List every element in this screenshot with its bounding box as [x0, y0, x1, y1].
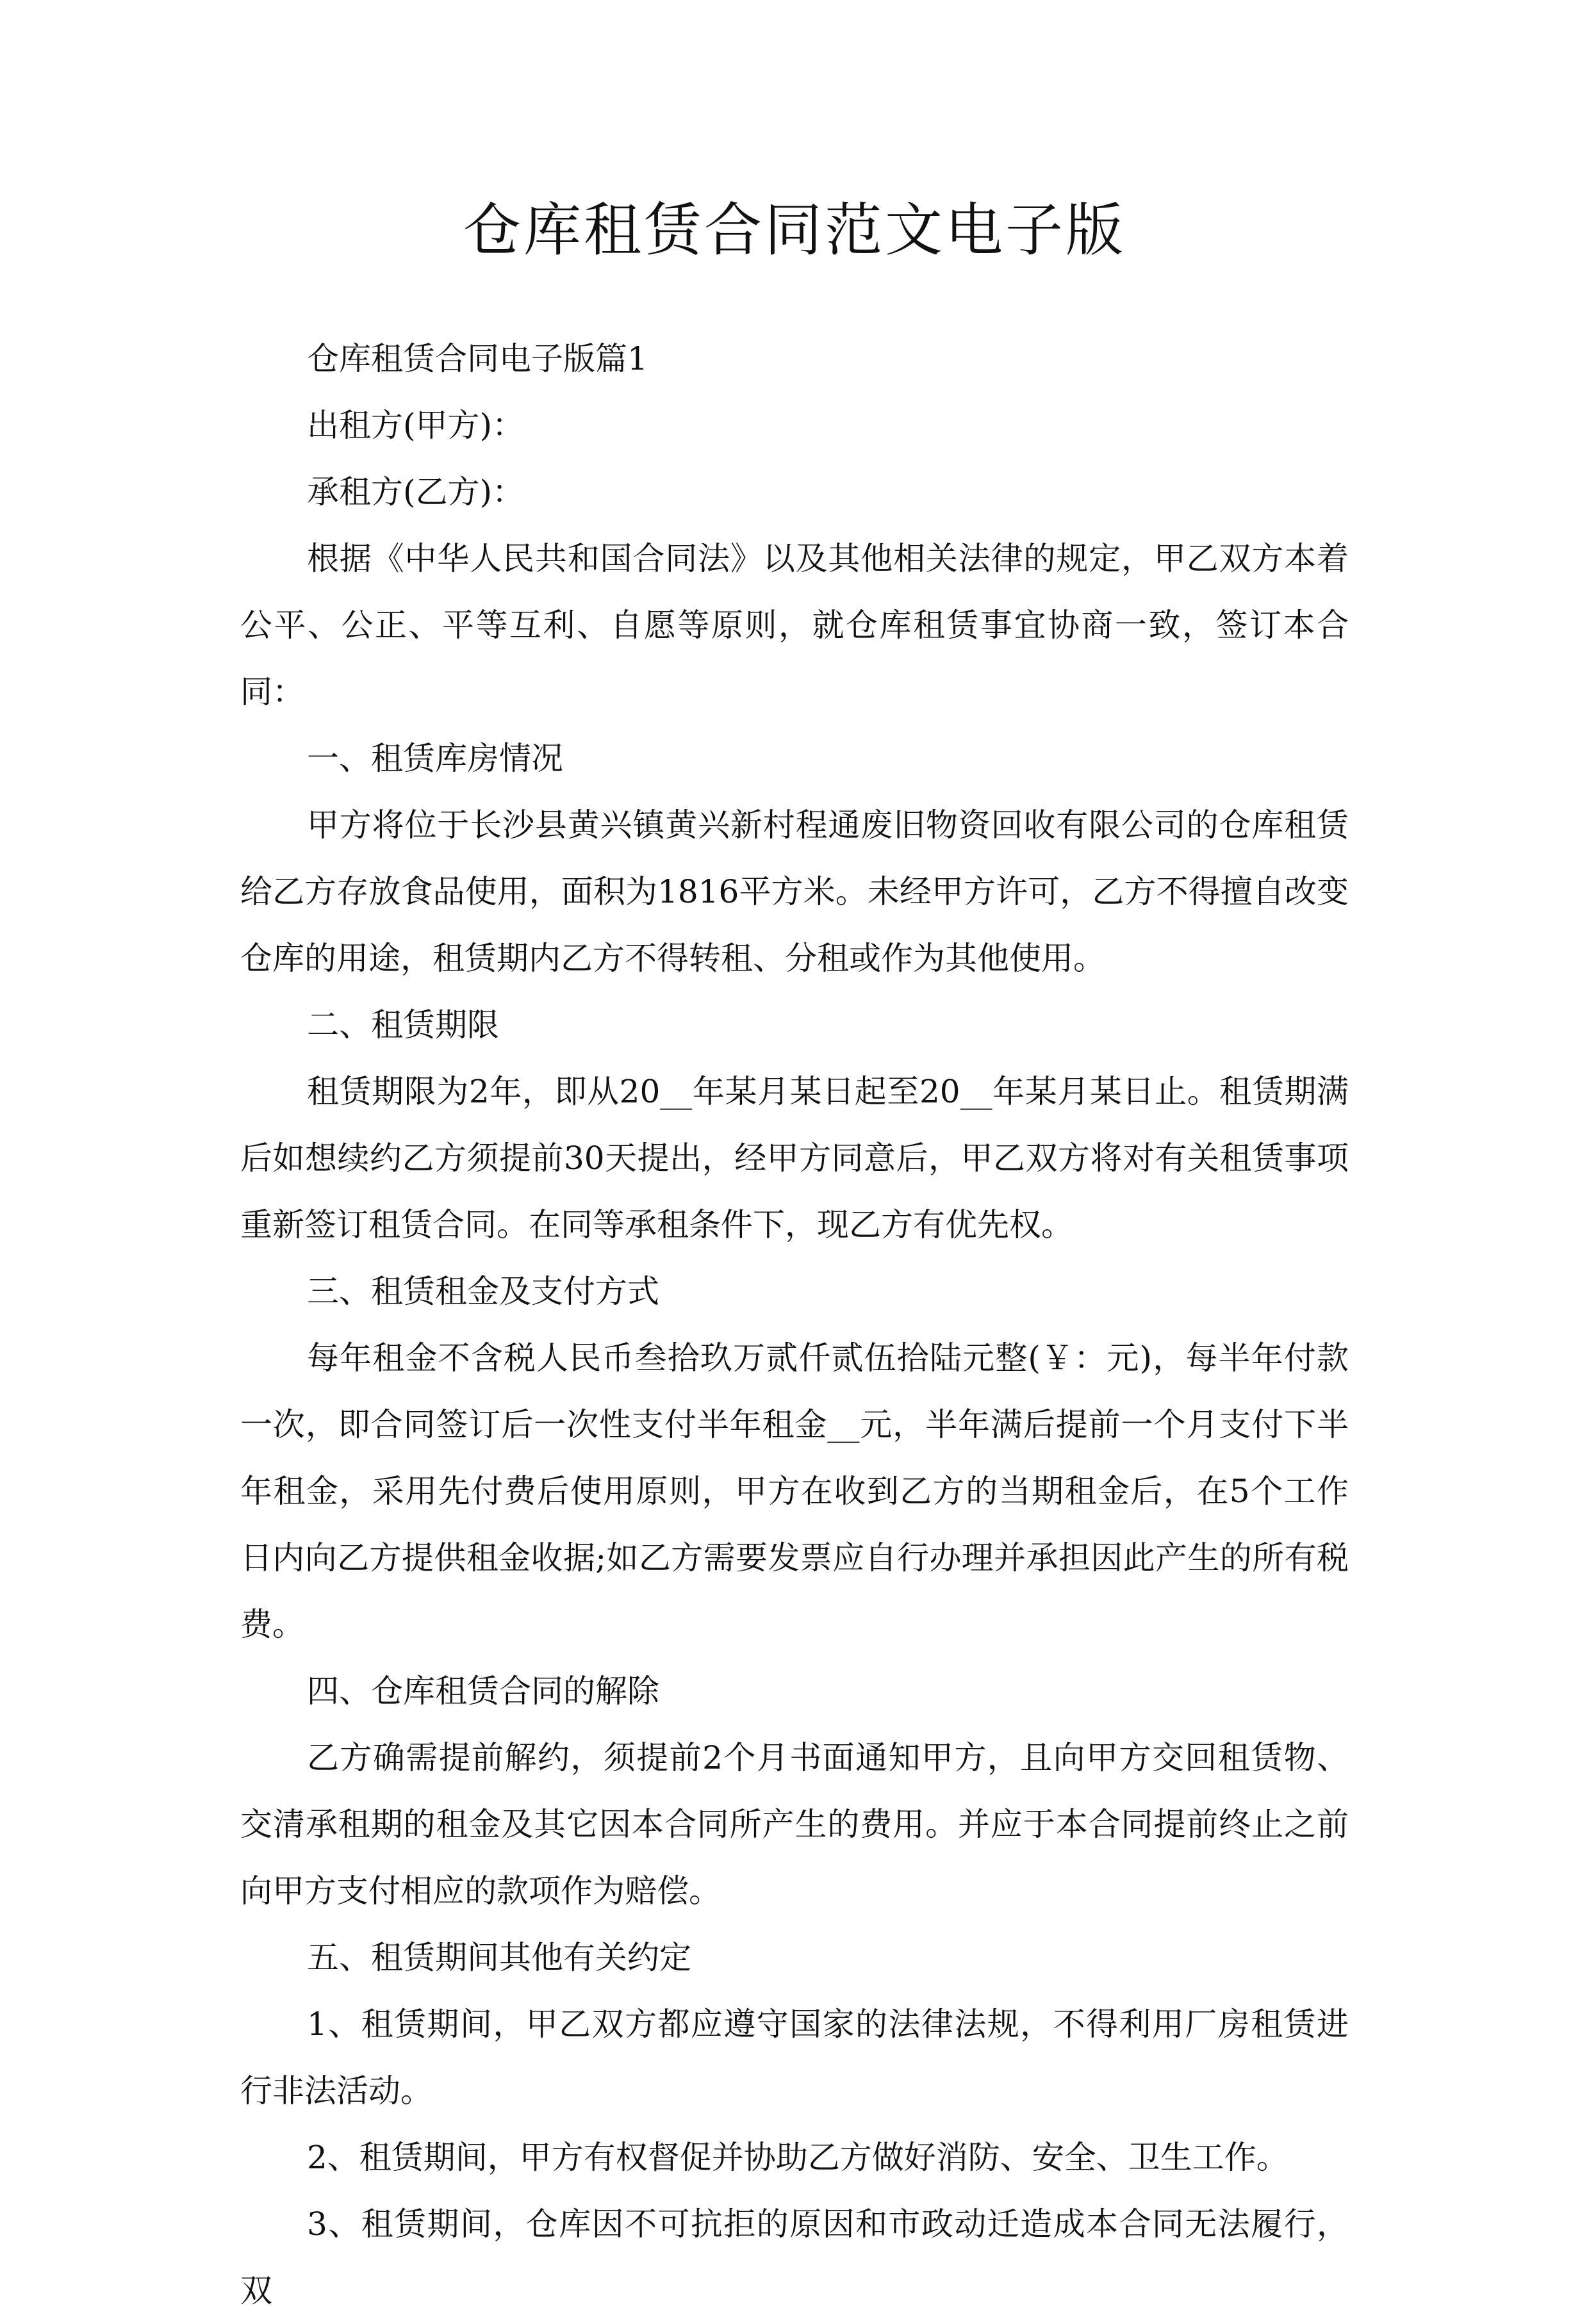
clause-body-3: 每年租金不含税人民币叁拾玖万贰仟贰伍拾陆元整(￥：元)，每半年付款一次，即合同签订后一次性支付半年租金__元，半年满后提前一个月支付下半年租金，采用先付费后使用原则，甲方在收到乙方的当期租金后，在5个工作日内向乙方提供租金收据;如乙方需要发票应自行办理并承担因此产生的所有税费。: [240, 1339, 1349, 1643]
lessor-line: 出租方(甲方)：: [307, 407, 525, 444]
clause-item-1: 1、租赁期间，甲乙双方都应遵守国家的法律法规，不得利用厂房租赁进行非法活动。: [240, 2006, 1349, 2109]
clause-body-2: 租赁期限为2年，即从20__年某月某日起至20__年某月某日止。租赁期满后如想续约乙方须提前30天提出，经甲方同意后，甲乙双方将对有关租赁事项重新签订租赁合同。在同等承租条件下，现乙方有优先权。: [240, 1073, 1349, 1243]
clause-body-4: 乙方确需提前解约，须提前2个月书面通知甲方，且向甲方交回租赁物、交清承租期的租金及其它因本合同所产生的费用。并应于本合同提前终止之前向甲方支付相应的款项作为赔偿。: [240, 1739, 1349, 1910]
clause-heading-2: 二、租赁期限: [307, 1006, 499, 1043]
clause-heading-5: 五、租赁期间其他有关约定: [307, 1939, 691, 1976]
lessee-line: 承租方(乙方)：: [307, 473, 525, 511]
preamble-paragraph: 根据《中华人民共和国合同法》以及其他相关法律的规定，甲乙双方本着公平、公正、平等互利、自愿等原则，就仓库租赁事宜协商一致，签订本合同：: [240, 540, 1349, 710]
section-heading-part1: 仓库租赁合同电子版篇1: [307, 340, 648, 377]
clause-item-2: 2、租赁期间，甲方有权督促并协助乙方做好消防、安全、卫生工作。: [307, 2139, 1288, 2176]
clause-body-1: 甲方将位于长沙县黄兴镇黄兴新村程通废旧物资回收有限公司的仓库租赁给乙方存放食品使用，面积为1816平方米。未经甲方许可，乙方不得擅自改变仓库的用途，租赁期内乙方不得转租、分租或作为其他使用。: [240, 806, 1349, 977]
clause-heading-1: 一、租赁库房情况: [307, 740, 563, 777]
clause-heading-3: 三、租赁租金及支付方式: [307, 1273, 659, 1310]
document-title: 仓库租赁合同范文电子版: [463, 197, 1126, 264]
clause-item-3: 3、租赁期间，仓库因不可抗拒的原因和市政动迁造成本合同无法履行，双: [240, 2205, 1349, 2309]
clause-heading-4: 四、仓库租赁合同的解除: [307, 1673, 659, 1710]
